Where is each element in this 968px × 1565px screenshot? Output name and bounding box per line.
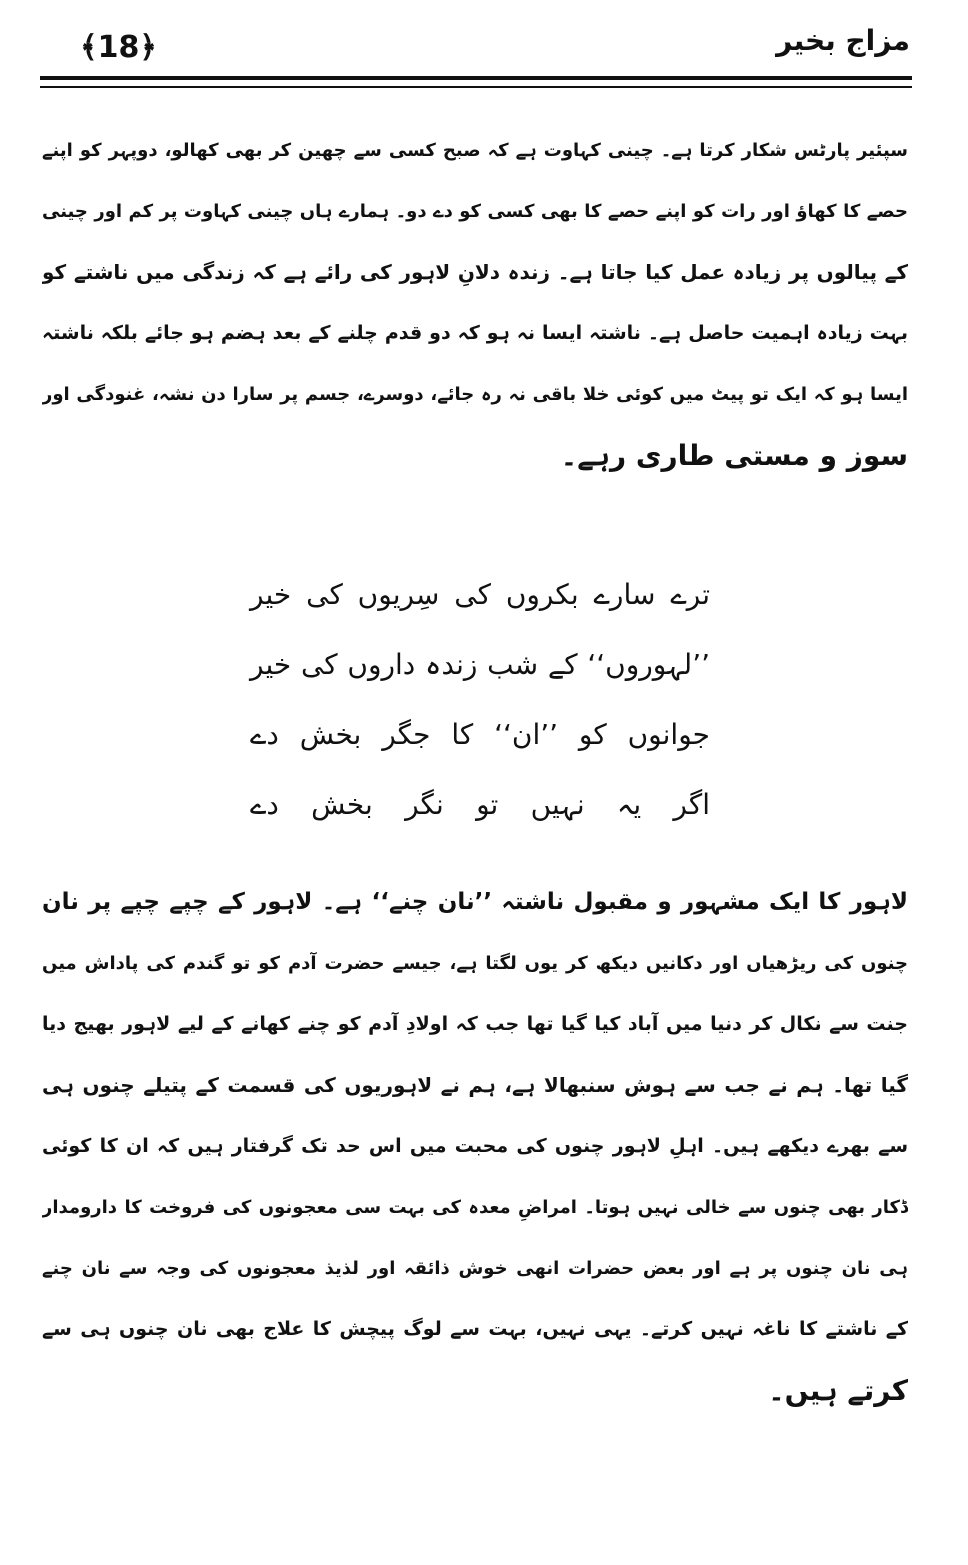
text-line: جنت سے نکال کر دنیا میں آباد کیا گیا تھا جب کہ اولادِ آدم کو چنے کھانے کے لیے لاہور بھیج دیا	[42, 1013, 908, 1035]
text-line: ایسا ہو کہ ایک تو پیٹ میں کوئی خلا باقی نہ رہ جائے، دوسرے، جسم پر سارا دن نشہ، غنودگی اور	[42, 384, 908, 405]
text-line: بہت زیادہ اہمیت حاصل ہے۔ ناشتہ ایسا نہ ہو کہ دو قدم چلنے کے بعد ہضم ہو جائے بلکہ ناشتہ	[42, 322, 908, 344]
text-line: چنوں کی ریڑھیاں اور دکانیں دیکھ کر یوں لگتا ہے، جیسے حضرت آدم کو تو گندم کی پاداش میں	[42, 953, 908, 974]
paragraph-breakfast-proverbs	[42, 120, 908, 486]
text-line: سے بھرے دیکھے ہیں۔ اہلِ لاہور چنوں کی محبت میں اس حد تک گرفتار ہیں کہ ان کا کوئی	[42, 1135, 908, 1157]
text-line: ڈکار بھی چنوں سے خالی نہیں ہوتا۔ امراضِ معدہ کی بہت سی معجونوں کی فروخت کا دارومدار	[42, 1197, 908, 1218]
paragraph-nan-chanay	[42, 872, 908, 1421]
text-line: کے پیالوں پر زیادہ عمل کیا جاتا ہے۔ زندہ دلانِ لاہور کی رائے ہے کہ زندگی میں ناشتے کو	[42, 260, 908, 284]
poem-verses	[250, 560, 710, 840]
poem-verse: جوانوں کو ’’ان‘‘ کا جگر بخش دے	[250, 718, 710, 751]
text-line: لاہور کا ایک مشہور و مقبول ناشتہ ’’نان چنے‘‘ ہے۔ لاہور کے چپے چپے پر نان	[42, 889, 908, 915]
page-header	[40, 22, 910, 82]
poem-verse: اگر یہ نہیں تو نگر بخش دے	[250, 788, 710, 821]
text-line: گیا تھا۔ ہم نے جب سے ہوش سنبھالا ہے، ہم نے لاہوریوں کی قسمت کے پتیلے چنوں ہی	[42, 1073, 908, 1097]
text-line: ہی نان چنوں پر ہے اور بعض حضرات انھی خوش ذائقہ اور لذیذ معجونوں کی وجہ سے نان چنے	[42, 1258, 908, 1279]
header-rule-thin	[40, 86, 912, 88]
page-number: ﴾18﴿	[80, 30, 157, 65]
text-line: حصے کا کھاؤ اور رات کو اپنے حصے کا بھی کسی کو دے دو۔ ہمارے ہاں چینی کہاوت پر کم اور چینی	[42, 201, 908, 222]
text-line: کرتے ہیں۔	[768, 1374, 908, 1407]
poem-verse: ’’لہوروں‘‘ کے شب زندہ داروں کی خیر	[250, 648, 710, 681]
poem-verse: ترے سارے بکروں کی سِریوں کی خیر	[250, 578, 710, 611]
header-rule-thick	[40, 76, 912, 80]
text-line: سوز و مستی طاری رہے۔	[560, 439, 908, 472]
text-line: سپئیر پارٹس شکار کرتا ہے۔ چینی کہاوت ہے کہ صبح کسی سے چھین کر بھی کھالو، دوپہر کو اپنے	[42, 140, 908, 161]
running-title: مزاج بخیر	[776, 24, 910, 57]
text-line: کے ناشتے کا ناغہ نہیں کرتے۔ یہی نہیں، بہت سے لوگ پیچش کا علاج بھی نان چنوں ہی سے	[42, 1318, 908, 1340]
